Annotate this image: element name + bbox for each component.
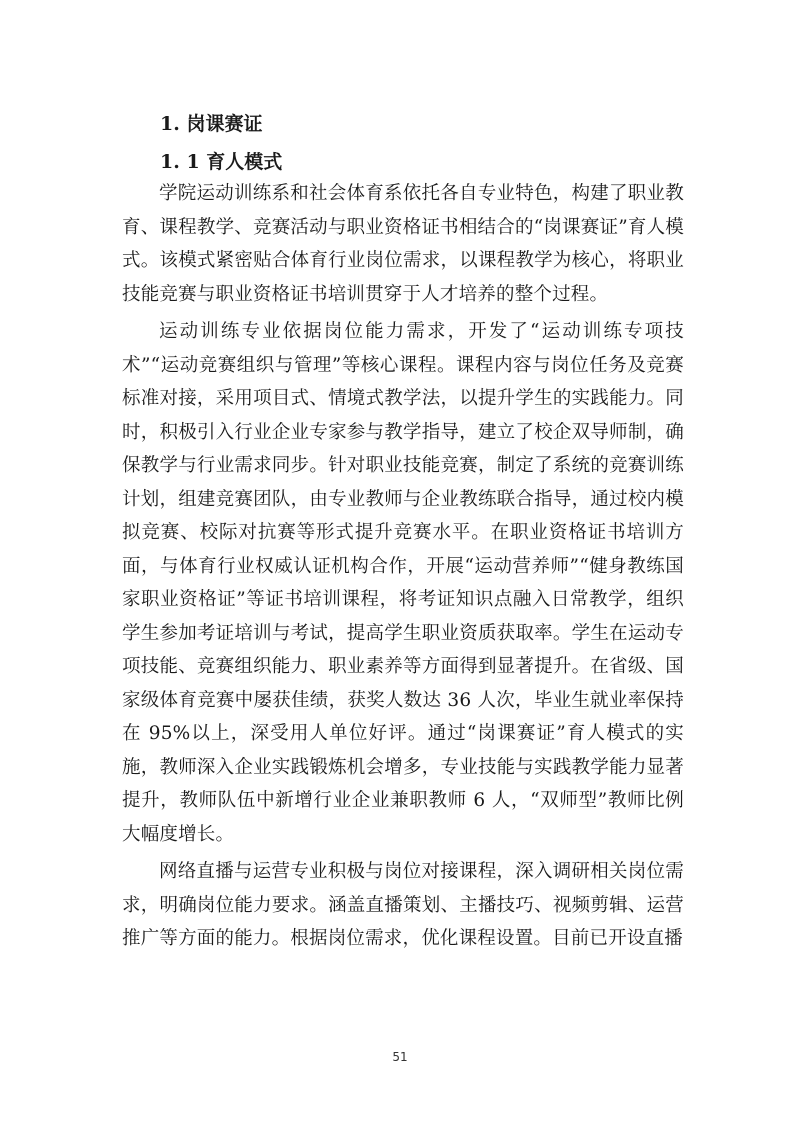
paragraph-live-streaming: 网络直播与运营专业积极与岗位对接课程，深入调研相关岗位需求，明确岗位能力要求。涵盖直播策划、主播技巧、视频剪辑、运营推广等方面的能力。根据岗位需求，优化课程设置。目前已开设直播 (122, 861, 684, 949)
page-number: 51 (392, 1050, 408, 1064)
section-heading: 1. 岗课赛证 (160, 113, 263, 135)
paragraph-intro: 学院运动训练系和社会体育系依托各自专业特色，构建了职业教育、课程教学、竞赛活动与职业资格证书相结合的“岗课赛证”育人模式。该模式紧密贴合体育行业岗位需求，以课程教学为核心，将职业技能竞赛与职业资格证书培训贯穿于人才培养的整个过程。 (122, 183, 684, 305)
subsection-heading: 1. 1 育人模式 (160, 151, 283, 173)
paragraph-sports-training: 运动训练专业依据岗位能力需求，开发了“运动训练专项技术”“运动竞赛组织与管理”等核心课程。课程内容与岗位任务及竞赛标准对接，采用项目式、情境式教学法，以提升学生的实践能力。同时，积极引入行业企业专家参与教学指导，建立了校企双导师制，确保教学与行业需求同步。针对职业技能竞赛，制定了系统的竞赛训练计划，组建竞赛团队，由专业教师与企业教练联合指导，通过校内模拟竞赛、校际对抗赛等形式提升竞赛水平。在职业资格证书培训方面，与体育行业权威认证机构合作，开展“运动营养师”“健身教练国家职业资格证”等证书培训课程，将考证知识点融入日常教学，组织学生参加考证培训与考试，提高学生职业资质获取率。学生在运动专项技能、竞赛组织能力、职业素养等方面得到显著提升。在省级、国家级体育竞赛中屡获佳绩，获奖人数达 36 人次，毕业生就业率保持在 95%以上，深受用人单位好评。通过“岗课赛证”育人模式的实施，教师深入企业实践锻炼机会增多，专业技能与实践教学能力显著提升，教师队伍中新增行业企业兼职教师 6 人，“双师型”教师比例大幅度增长。 (122, 321, 684, 845)
body-text (122, 177, 684, 956)
